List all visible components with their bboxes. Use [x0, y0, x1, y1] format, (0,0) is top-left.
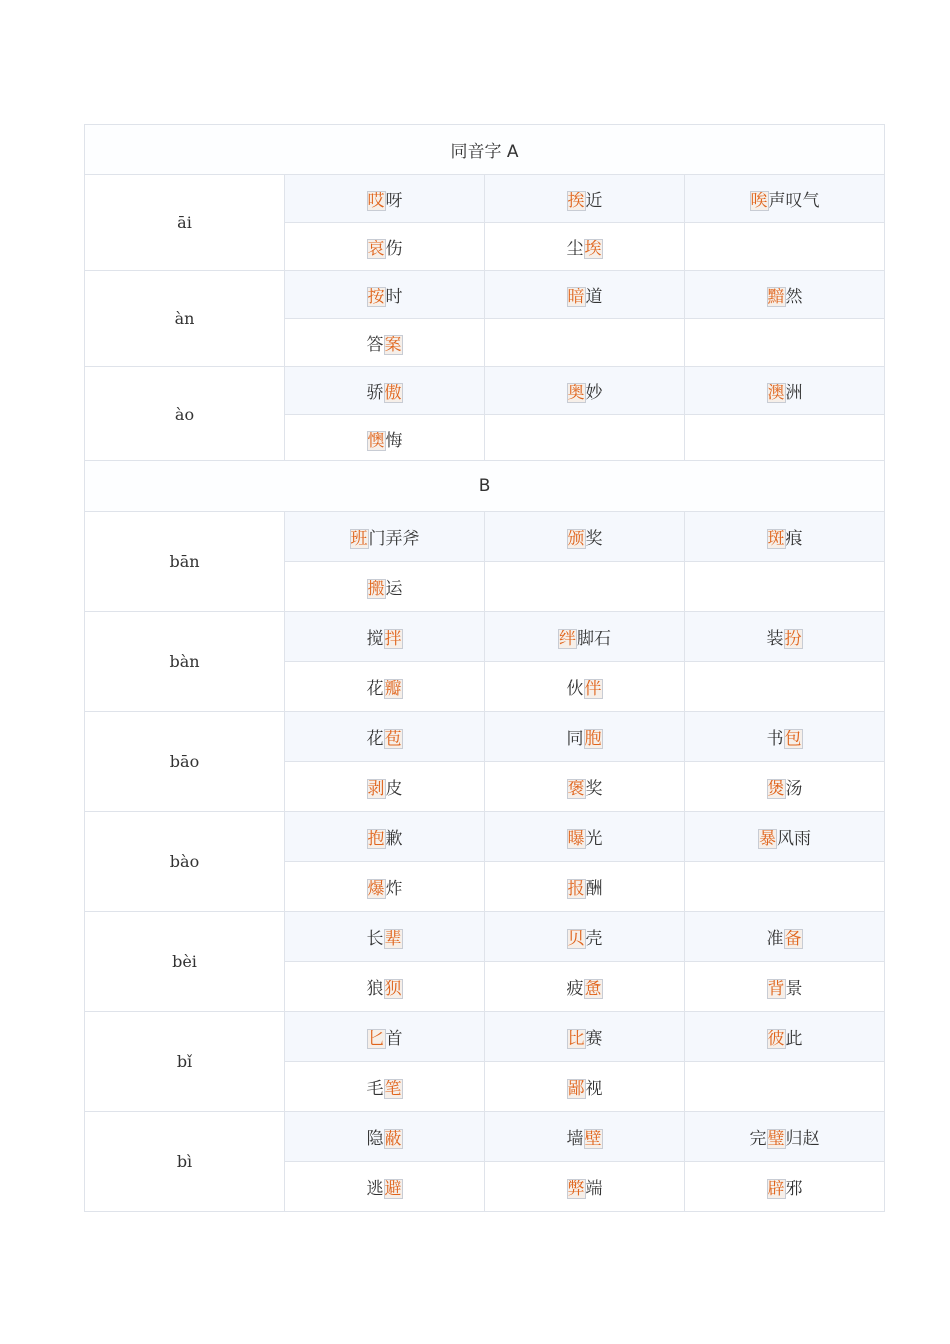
homophone-char: 背 — [767, 979, 785, 999]
word-text: 长 — [366, 929, 384, 949]
homophone-char: 辟 — [767, 1179, 785, 1199]
word-text: 壳 — [585, 929, 603, 949]
word-text: 近 — [585, 191, 603, 211]
word-cell — [685, 812, 885, 862]
table-row — [85, 812, 885, 862]
pinyin-cell: bàn — [85, 612, 285, 712]
homophone-char: 奥 — [567, 383, 585, 403]
pinyin-cell: bì — [85, 1112, 285, 1212]
word-text: 汤 — [785, 779, 803, 799]
pinyin-cell: àn — [85, 271, 285, 367]
word-text: 脚石 — [577, 629, 611, 649]
homophone-char: 案 — [384, 335, 402, 355]
homophone-table-a — [84, 124, 885, 463]
word-cell — [685, 912, 885, 962]
pinyin-cell: āi — [85, 175, 285, 271]
homophone-char: 备 — [784, 929, 802, 949]
word-text: 视 — [585, 1079, 603, 1099]
homophone-char: 抱 — [367, 829, 385, 849]
word-cell — [485, 762, 685, 812]
word-text: 准 — [766, 929, 784, 949]
word-text: 门弄斧 — [368, 529, 420, 549]
homophone-char: 惫 — [584, 979, 602, 999]
word-text: 端 — [585, 1179, 603, 1199]
pinyin-cell: bèi — [85, 912, 285, 1012]
table-row — [85, 912, 885, 962]
word-text: 搅 — [366, 629, 384, 649]
word-cell — [485, 175, 685, 223]
pinyin-cell: bān — [85, 512, 285, 612]
word-cell — [485, 962, 685, 1012]
word-text: 逃 — [366, 1179, 384, 1199]
word-text: 悔 — [385, 431, 403, 451]
homophone-char: 搬 — [367, 579, 385, 599]
word-cell — [685, 862, 885, 912]
homophone-char: 懊 — [367, 431, 385, 451]
table-row — [85, 367, 885, 415]
word-cell — [485, 562, 685, 612]
homophone-char: 埃 — [584, 239, 602, 259]
word-text: 完 — [749, 1129, 767, 1149]
word-text: 伤 — [385, 239, 403, 259]
word-cell — [285, 175, 485, 223]
pinyin-cell: bào — [85, 812, 285, 912]
word-cell — [285, 1112, 485, 1162]
word-text: 奖 — [585, 529, 603, 549]
word-text: 皮 — [385, 779, 403, 799]
homophone-char: 扮 — [784, 629, 802, 649]
word-cell — [285, 415, 485, 463]
homophone-table-b — [84, 460, 885, 1212]
word-text: 风雨 — [777, 829, 812, 849]
word-cell — [285, 862, 485, 912]
homophone-char: 爆 — [367, 879, 385, 899]
word-text: 归赵 — [785, 1129, 820, 1149]
word-cell — [485, 1162, 685, 1212]
word-cell — [285, 367, 485, 415]
homophone-char: 班 — [350, 529, 368, 549]
homophone-char: 拌 — [384, 629, 402, 649]
word-text: 答 — [366, 335, 384, 355]
homophone-char: 剥 — [367, 779, 385, 799]
table-row — [85, 712, 885, 762]
section-title-text: B — [478, 476, 491, 496]
homophone-char: 笔 — [384, 1079, 402, 1099]
homophone-char: 曝 — [567, 829, 585, 849]
word-cell — [285, 319, 485, 367]
word-cell — [685, 762, 885, 812]
word-cell — [285, 962, 485, 1012]
word-cell — [285, 712, 485, 762]
word-cell — [285, 762, 485, 812]
word-cell — [285, 912, 485, 962]
homophone-char: 绊 — [559, 629, 576, 649]
word-text: 毛 — [366, 1079, 384, 1099]
word-text: 景 — [785, 979, 803, 999]
word-text: 首 — [385, 1029, 403, 1049]
word-text: 装 — [766, 629, 784, 649]
homophone-char: 唉 — [750, 191, 768, 211]
homophone-char: 蔽 — [384, 1129, 402, 1149]
word-cell — [485, 319, 685, 367]
table-row — [85, 271, 885, 319]
table-row — [85, 175, 885, 223]
homophone-char: 辈 — [384, 929, 402, 949]
word-text: 墙 — [566, 1129, 584, 1149]
word-text: 洲 — [785, 383, 803, 403]
word-cell — [285, 662, 485, 712]
homophone-char: 暴 — [759, 829, 777, 849]
word-text: 运 — [385, 579, 403, 599]
homophone-char: 苞 — [384, 729, 402, 749]
homophone-char: 贝 — [567, 929, 585, 949]
word-cell — [685, 223, 885, 271]
word-text: 书 — [766, 729, 784, 749]
pinyin-cell: bǐ — [85, 1012, 285, 1112]
word-text: 骄 — [366, 383, 384, 403]
word-cell — [485, 223, 685, 271]
word-text: 花 — [366, 729, 384, 749]
section-title-text: 同音字 A — [450, 142, 519, 162]
word-text: 时 — [385, 287, 403, 307]
word-text: 然 — [785, 287, 803, 307]
word-text: 尘 — [566, 239, 584, 259]
word-cell — [485, 271, 685, 319]
word-cell — [485, 812, 685, 862]
word-cell — [485, 1062, 685, 1112]
word-cell — [485, 662, 685, 712]
word-text: 道 — [585, 287, 603, 307]
word-text: 花 — [366, 679, 384, 699]
word-text: 狼 — [366, 979, 384, 999]
word-cell — [485, 512, 685, 562]
word-cell — [285, 562, 485, 612]
homophone-char: 比 — [567, 1029, 585, 1049]
word-cell — [685, 612, 885, 662]
homophone-char: 彼 — [767, 1029, 785, 1049]
section-title — [85, 461, 885, 512]
word-cell — [685, 562, 885, 612]
homophone-char: 狈 — [384, 979, 402, 999]
homophone-char: 挨 — [567, 191, 585, 211]
word-text: 酬 — [585, 879, 603, 899]
homophone-char: 澳 — [767, 383, 785, 403]
homophone-char: 煲 — [767, 779, 785, 799]
word-text: 邪 — [785, 1179, 803, 1199]
word-text: 歉 — [385, 829, 403, 849]
homophone-char: 瓣 — [384, 679, 402, 699]
homophone-char: 鄙 — [567, 1079, 585, 1099]
word-cell — [685, 662, 885, 712]
homophone-char: 伴 — [584, 679, 602, 699]
word-cell — [685, 1062, 885, 1112]
homophone-char: 避 — [384, 1179, 402, 1199]
word-cell — [485, 1012, 685, 1062]
homophone-char: 褒 — [567, 779, 585, 799]
word-text: 声叹气 — [768, 191, 820, 211]
homophone-char: 壁 — [584, 1129, 602, 1149]
homophone-char: 报 — [567, 879, 585, 899]
word-cell — [285, 223, 485, 271]
word-cell — [285, 1162, 485, 1212]
section-title — [85, 125, 885, 175]
section-title-row — [85, 461, 885, 512]
word-cell — [285, 1062, 485, 1112]
word-text: 隐 — [366, 1129, 384, 1149]
word-text: 炸 — [385, 879, 403, 899]
word-cell — [485, 1112, 685, 1162]
word-cell — [685, 415, 885, 463]
word-cell — [285, 812, 485, 862]
section-title-row — [85, 125, 885, 175]
word-cell — [685, 962, 885, 1012]
word-text: 奖 — [585, 779, 603, 799]
word-cell — [285, 612, 485, 662]
homophone-char: 黯 — [767, 287, 785, 307]
word-cell — [485, 415, 685, 463]
word-text: 痕 — [785, 529, 803, 549]
homophone-char: 暗 — [567, 287, 585, 307]
word-cell — [285, 512, 485, 562]
homophone-char: 匕 — [367, 1029, 385, 1049]
pinyin-cell: bāo — [85, 712, 285, 812]
word-text: 呀 — [385, 191, 403, 211]
word-cell — [485, 367, 685, 415]
homophone-char: 哀 — [367, 239, 385, 259]
word-cell — [685, 512, 885, 562]
pinyin-cell: ào — [85, 367, 285, 463]
word-text: 光 — [585, 829, 603, 849]
word-text: 疲 — [566, 979, 584, 999]
table-row — [85, 1012, 885, 1062]
homophone-char: 颁 — [567, 529, 585, 549]
word-cell — [685, 367, 885, 415]
homophone-char: 璧 — [767, 1129, 785, 1149]
word-cell — [685, 1112, 885, 1162]
homophone-char: 哎 — [367, 191, 385, 211]
table-row — [85, 512, 885, 562]
word-cell — [685, 319, 885, 367]
word-text: 赛 — [585, 1029, 603, 1049]
word-cell — [485, 862, 685, 912]
homophone-char: 胞 — [584, 729, 602, 749]
word-text: 伙 — [566, 679, 584, 699]
word-cell — [685, 1012, 885, 1062]
homophone-char: 斑 — [767, 529, 785, 549]
word-text: 此 — [785, 1029, 803, 1049]
word-text: 妙 — [585, 383, 603, 403]
word-cell — [285, 271, 485, 319]
table-row — [85, 612, 885, 662]
homophone-char: 包 — [784, 729, 802, 749]
word-cell — [285, 1012, 485, 1062]
word-text: 同 — [566, 729, 584, 749]
word-cell — [685, 1162, 885, 1212]
homophone-char: 傲 — [384, 383, 402, 403]
homophone-char: 弊 — [567, 1179, 585, 1199]
word-cell — [485, 712, 685, 762]
word-cell — [685, 712, 885, 762]
word-cell — [485, 612, 685, 662]
word-cell — [685, 175, 885, 223]
word-cell — [485, 912, 685, 962]
word-cell — [685, 271, 885, 319]
homophone-char: 按 — [367, 287, 385, 307]
table-row — [85, 1112, 885, 1162]
